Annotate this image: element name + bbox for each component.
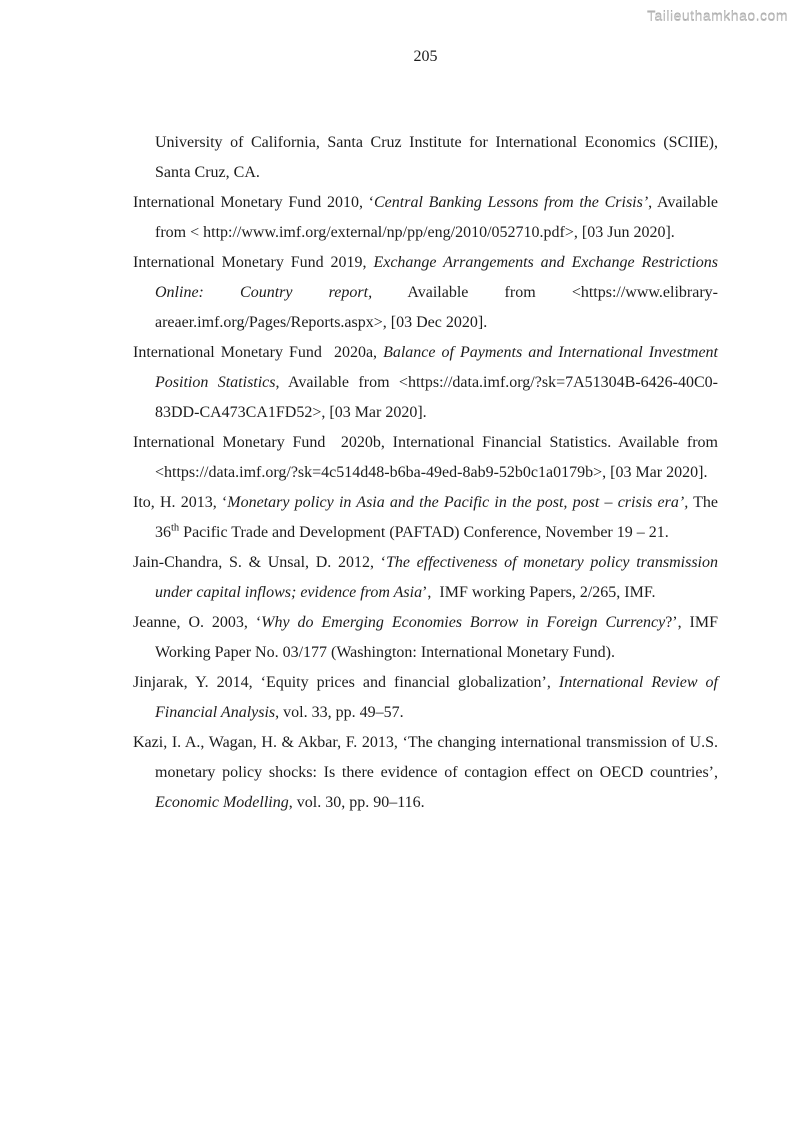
reference-text: International Monetary Fund 2019,	[133, 254, 374, 271]
reference-entry	[133, 608, 718, 668]
watermark: Tailieuthamkhao.com	[646, 8, 788, 24]
reference-title-italic: The effectiveness of monetary policy transmission under capital inflows; evidence from Asia	[155, 554, 719, 601]
reference-text: Jinjarak, Y. 2014, ‘Equity prices and financial globalization’,	[133, 674, 559, 691]
reference-entry	[133, 248, 718, 338]
reference-text: Available from <https://www.elibrary-areaer.imf.org/Pages/Reports.aspx>, [03 Dec 2020].	[155, 284, 718, 331]
superscript-ordinal: th	[171, 522, 180, 534]
reference-entry	[133, 488, 718, 548]
reference-entry	[133, 428, 718, 488]
reference-text: Pacific Trade and Development (PAFTAD) Conference, November 19 – 21.	[179, 524, 669, 541]
reference-text: , vol. 30, pp. 90–116.	[288, 794, 425, 811]
reference-title-italic: Monetary policy in Asia and the Pacific in the post, post – crisis era’,	[227, 494, 689, 511]
reference-text: International Monetary Fund 2020b, International Financial Statistics. Available from <https://data.imf.org/?sk=4c514d48-b6ba-49ed-8ab9-52b0c1a0179b>, [03 Mar 2020].	[133, 434, 718, 481]
reference-text: ’, IMF working Papers, 2/265, IMF.	[422, 584, 656, 601]
reference-title-italic: Balance of Payments and International Investment Position Statistics	[155, 344, 718, 391]
reference-text: Kazi, I. A., Wagan, H. & Akbar, F. 2013, ‘The changing international transmission of U.S. monetary policy shocks: Is there evidence of contagion effect on OECD countries’,	[133, 734, 718, 781]
reference-title-italic: Economic Modelling	[155, 794, 289, 811]
reference-text: International Monetary Fund 2010, ‘	[133, 194, 374, 211]
reference-text: , Available from < http://www.imf.org/external/np/pp/eng/2010/052710.pdf>, [03 Jun 2020].	[155, 194, 719, 241]
reference-text: International Monetary Fund 2020a,	[133, 344, 384, 361]
reference-entry	[133, 668, 718, 728]
reference-text: University of California, Santa Cruz Institute for International Economics (SCIIE), Santa Cruz, CA.	[155, 134, 718, 181]
reference-text: Jain-Chandra, S. & Unsal, D. 2012, ‘	[133, 554, 386, 571]
reference-text: Jeanne, O. 2003, ‘	[133, 614, 262, 631]
reference-title-italic: Central Banking Lessons from the Crisis’	[374, 194, 649, 211]
reference-text: ?’, IMF Working Paper No. 03/177 (Washington: International Monetary Fund).	[155, 614, 718, 661]
reference-entry	[133, 548, 718, 608]
reference-text: , vol. 33, pp. 49–57.	[275, 704, 404, 721]
reference-entry	[133, 128, 718, 188]
reference-text: Ito, H. 2013, ‘	[133, 494, 228, 511]
reference-entry	[133, 338, 718, 428]
reference-title-italic: Why do Emerging Economies Borrow in Foreign Currency	[261, 614, 666, 631]
reference-text: The 36	[155, 494, 719, 541]
references-list	[133, 128, 718, 818]
reference-entry	[133, 728, 718, 818]
reference-text: , Available from <https://data.imf.org/?sk=7A51304B-6426-40C0-83DD-CA473CA1FD52>, [03 Mar 2020].	[155, 374, 718, 421]
reference-entry	[133, 188, 718, 248]
reference-title-italic: International Review of Financial Analysis	[155, 674, 719, 721]
page-number: 205	[413, 48, 438, 65]
reference-title-italic: Exchange Arrangements and Exchange Restrictions Online: Country report,	[155, 254, 718, 301]
